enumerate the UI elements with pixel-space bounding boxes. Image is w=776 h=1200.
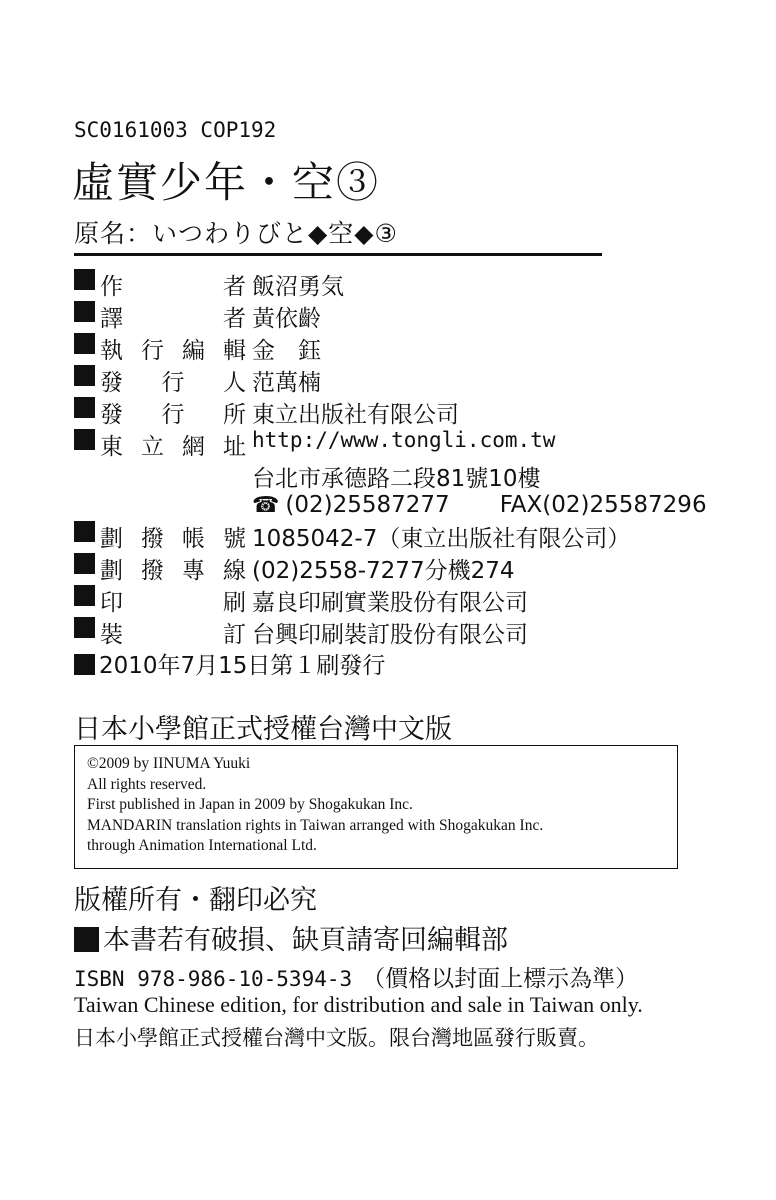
credit-label: 劃撥專線 [100,558,246,584]
rights-reserved: 版權所有・翻印必究 [74,885,317,916]
credit-row-printing [74,584,528,616]
credit-row-publisher [74,364,321,396]
english-distribution-notice: Taiwan Chinese edition, for distribution and sale in Taiwan only. [74,992,643,1017]
price-note: （價格以封面上標示為準） [362,966,639,992]
credit-value: 飯沼勇気 [252,274,344,300]
isbn-number: ISBN 978-986-10-5394-3 [74,967,353,991]
credit-value: 金 鈺 [252,338,321,364]
credit-label: 發行所 [100,402,246,428]
credit-row-publishing-house [74,396,459,428]
credit-row-transfer-line [74,552,515,584]
credit-value: 嘉良印刷實業股份有限公司 [252,590,528,616]
credit-label: 劃撥帳號 [100,526,246,552]
square-bullet-icon [74,301,95,322]
title-divider [74,253,602,256]
copyright-line: All rights reserved. [87,775,207,793]
telephone-icon: ☎ [252,493,280,518]
credit-value: 范萬楠 [252,370,321,396]
authorization-heading: 日本小學館正式授權台灣中文版 [74,714,452,745]
original-title: 原名：いつわりびと◆空◆③ [74,219,398,248]
copyright-line: ©2009 by IINUMA Yuuki [87,755,251,772]
credit-label: 裝訂 [100,622,246,648]
copyright-box [74,745,678,869]
credit-label: 執行編輯 [100,338,246,364]
credit-row-binding [74,616,528,648]
square-bullet-icon [74,365,95,386]
copyright-line: through Animation International Ltd. [87,837,317,854]
credit-label: 印刷 [100,590,246,616]
square-bullet-icon [74,269,95,290]
square-bullet-icon [74,553,95,574]
square-bullet-icon [74,654,95,675]
square-bullet-icon [74,585,95,606]
damage-notice-text: 本書若有破損、缺頁請寄回編輯部 [103,925,508,956]
square-bullet-icon [74,927,99,952]
publish-date-text: 2010年7月15日第１刷發行 [99,653,386,679]
credit-label: 東立網址 [100,434,246,460]
website-url: http://www.tongli.com.tw [252,428,556,452]
credit-row-website [74,428,556,460]
contact-line [252,492,707,518]
phone-number: (02)25587277 [285,492,450,518]
credit-value: (02)2558-7277分機274 [252,558,515,584]
publish-date [74,647,385,680]
credit-label: 譯者 [100,306,246,332]
catalog-code: SC0161003 COP192 [74,118,277,142]
credit-label: 發行人 [100,370,246,396]
distribution-notice: 日本小學館正式授權台灣中文版。限台灣地區發行販賣。 [74,1026,599,1050]
square-bullet-icon [74,617,95,638]
credit-value: 1085042-7（東立出版社有限公司） [252,526,631,552]
credit-row-transfer-account [74,520,631,552]
damage-notice [74,918,508,957]
credit-value: 黃依齡 [252,306,321,332]
copyright-line: First published in Japan in 2009 by Shogakukan Inc. [87,796,413,813]
isbn-line [74,960,638,993]
address: 台北市承德路二段81號10樓 [252,466,541,492]
fax-number: FAX(02)25587296 [499,492,707,518]
credit-row-editor [74,332,321,364]
credit-value: 台興印刷裝訂股份有限公司 [252,622,528,648]
square-bullet-icon [74,429,95,450]
credit-row-translator [74,300,321,332]
copyright-line: MANDARIN translation rights in Taiwan arranged with Shogakukan Inc. [87,816,544,834]
credit-value: 東立出版社有限公司 [252,402,459,428]
book-title: 虛實少年・空③ [72,158,381,207]
credit-label: 作者 [100,274,246,300]
square-bullet-icon [74,397,95,418]
square-bullet-icon [74,521,95,542]
square-bullet-icon [74,333,95,354]
credit-row-author [74,268,344,300]
